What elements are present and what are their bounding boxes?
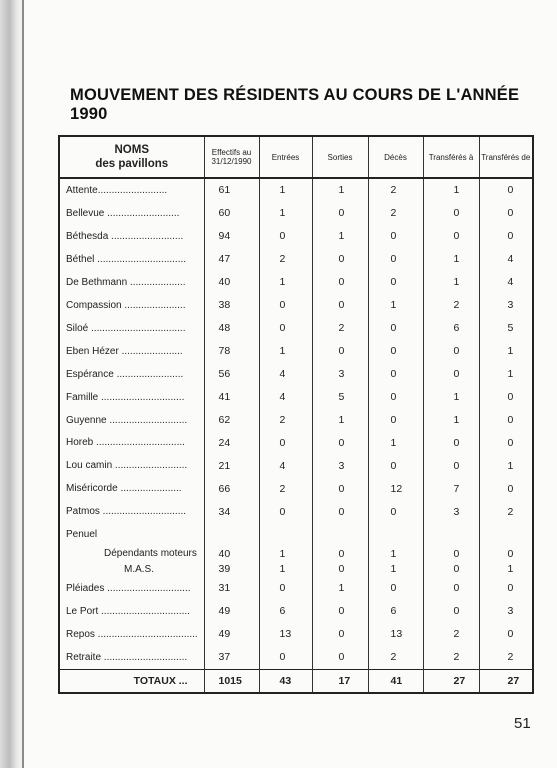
cell-ent: 1 [259, 202, 312, 225]
cell-ta: 0 [423, 340, 479, 363]
cell-sor: 0 [312, 202, 368, 225]
cell-ent: 1 [259, 340, 312, 363]
cell-ent: 4 [259, 386, 312, 409]
header-deces: Décès [368, 137, 423, 178]
cell-tde: 0 [479, 546, 532, 561]
cell-dec: 0 [368, 363, 423, 386]
cell-pavilion-name: Guyenne ............................ [66, 414, 188, 426]
table-row [60, 562, 532, 577]
cell-pavilion-name: Béthesda .......................... [66, 230, 184, 242]
cell-sor: 0 [312, 340, 368, 363]
table-row [60, 523, 532, 546]
cell-dec: 0 [368, 271, 423, 294]
totals-sor: 17 [312, 669, 368, 692]
cell-sor: 1 [312, 409, 368, 432]
cell-sor: 5 [312, 386, 368, 409]
cell-ta: 1 [423, 178, 479, 202]
cell-dec: 13 [368, 623, 423, 646]
cell-dec: 0 [368, 225, 423, 248]
cell-tde: 1 [479, 562, 532, 577]
cell-sor: 1 [312, 225, 368, 248]
cell-pavilion-name: De Bethmann .................... [66, 276, 186, 288]
cell-ent: 0 [259, 577, 312, 600]
cell-tde: 0 [479, 409, 532, 432]
cell-eff: 48 [204, 317, 259, 340]
cell-sor: 0 [312, 271, 368, 294]
cell-pavilion-name: Attente......................... [66, 184, 168, 196]
cell-ta: 1 [423, 386, 479, 409]
cell-ta: 2 [423, 623, 479, 646]
cell-dec: 1 [368, 562, 423, 577]
cell-pavilion-name: Béthel ................................ [66, 253, 187, 265]
cell-eff: 61 [204, 178, 259, 202]
cell-ent: 1 [259, 546, 312, 561]
page-number: 51 [514, 715, 531, 732]
cell-pavilion-name: Dépendants moteurs [104, 548, 197, 560]
cell-ent: 2 [259, 248, 312, 271]
header-entrees: Entrées [259, 137, 312, 178]
cell-eff: 34 [204, 500, 259, 523]
cell-dec: 1 [368, 546, 423, 561]
cell-ta: 0 [423, 454, 479, 477]
cell-sor: 0 [312, 646, 368, 669]
header-noms-line1: NOMS [114, 144, 149, 156]
cell-pavilion-name: Horeb ................................ [66, 437, 185, 449]
cell-dec: 2 [368, 646, 423, 669]
cell-sor: 3 [312, 454, 368, 477]
table-row [60, 477, 532, 500]
cell-pavilion-name: Siloé .................................. [66, 322, 186, 334]
cell-dec: 6 [368, 600, 423, 623]
table-row [60, 178, 532, 202]
cell-ta: 1 [423, 409, 479, 432]
cell-eff: 56 [204, 363, 259, 386]
cell-pavilion-name: Miséricorde ...................... [66, 483, 182, 495]
cell-tde: 0 [479, 577, 532, 600]
table-row [60, 386, 532, 409]
cell-eff: 40 [204, 546, 259, 561]
cell-empty [479, 523, 532, 546]
cell-ta: 2 [423, 646, 479, 669]
cell-ta: 0 [423, 562, 479, 577]
cell-eff: 39 [204, 562, 259, 577]
table-row [60, 340, 532, 363]
table-row [60, 432, 532, 455]
cell-eff: 47 [204, 248, 259, 271]
cell-empty [204, 523, 259, 546]
cell-sor: 0 [312, 248, 368, 271]
cell-eff: 49 [204, 600, 259, 623]
cell-dec: 1 [368, 294, 423, 317]
cell-eff: 60 [204, 202, 259, 225]
cell-dec: 0 [368, 454, 423, 477]
table-row [60, 294, 532, 317]
cell-ent: 0 [259, 500, 312, 523]
table-row [60, 454, 532, 477]
cell-sor: 0 [312, 623, 368, 646]
table-row [60, 546, 532, 561]
cell-tde: 0 [479, 623, 532, 646]
cell-ta: 0 [423, 202, 479, 225]
cell-ta: 2 [423, 294, 479, 317]
table-header-row [60, 137, 532, 178]
cell-eff: 49 [204, 623, 259, 646]
cell-pavilion-name: Patmos .............................. [66, 506, 187, 518]
cell-pavilion-name: Lou camin .......................... [66, 460, 188, 472]
cell-pavilion-name: Eben Hézer ...................... [66, 345, 183, 357]
cell-sor: 1 [312, 577, 368, 600]
header-noms-line2: des pavillons [95, 158, 169, 170]
cell-eff: 66 [204, 477, 259, 500]
cell-ent: 4 [259, 363, 312, 386]
cell-eff: 31 [204, 577, 259, 600]
cell-ta: 6 [423, 317, 479, 340]
cell-ta: 1 [423, 248, 479, 271]
totals-eff: 1015 [204, 669, 259, 692]
residents-movement-table [58, 135, 534, 694]
cell-eff: 38 [204, 294, 259, 317]
cell-eff: 94 [204, 225, 259, 248]
cell-tde: 0 [479, 202, 532, 225]
header-sorties: Sorties [312, 137, 368, 178]
cell-ta: 1 [423, 271, 479, 294]
cell-tde: 1 [479, 363, 532, 386]
book-spine-edge [22, 0, 24, 768]
cell-eff: 41 [204, 386, 259, 409]
cell-ent: 13 [259, 623, 312, 646]
totals-tde: 27 [479, 669, 532, 692]
cell-pavilion-name: Compassion ...................... [66, 299, 186, 311]
cell-tde: 2 [479, 500, 532, 523]
cell-ent: 2 [259, 409, 312, 432]
cell-eff: 24 [204, 432, 259, 455]
header-effectifs-line2: 31/12/1990 [211, 157, 252, 166]
header-transferes-a: Transférés à [423, 137, 479, 178]
cell-empty [423, 523, 479, 546]
cell-tde: 0 [479, 432, 532, 455]
cell-tde: 0 [479, 178, 532, 202]
cell-ent: 0 [259, 317, 312, 340]
table-row [60, 577, 532, 600]
cell-dec: 0 [368, 386, 423, 409]
cell-eff: 62 [204, 409, 259, 432]
cell-pavilion-name: Le Port ................................ [66, 605, 190, 617]
cell-ent: 4 [259, 454, 312, 477]
cell-pavilion-name: Repos .................................... [66, 628, 198, 640]
cell-ta: 0 [423, 225, 479, 248]
table-row [60, 409, 532, 432]
cell-eff: 78 [204, 340, 259, 363]
table-row [60, 363, 532, 386]
cell-ent: 1 [259, 178, 312, 202]
cell-dec: 12 [368, 477, 423, 500]
cell-tde: 3 [479, 600, 532, 623]
cell-tde: 1 [479, 340, 532, 363]
cell-ent: 6 [259, 600, 312, 623]
book-spine-shadow [0, 0, 24, 768]
cell-sor: 0 [312, 477, 368, 500]
table-row [60, 500, 532, 523]
cell-tde: 0 [479, 477, 532, 500]
cell-ta: 0 [423, 600, 479, 623]
cell-pavilion-name: Bellevue .......................... [66, 207, 180, 219]
cell-ta: 7 [423, 477, 479, 500]
totals-dec: 41 [368, 669, 423, 692]
cell-dec: 0 [368, 340, 423, 363]
table-row [60, 271, 532, 294]
cell-tde: 1 [479, 454, 532, 477]
cell-pavilion-name: Espérance ........................ [66, 368, 184, 380]
cell-tde: 0 [479, 386, 532, 409]
cell-sor: 0 [312, 432, 368, 455]
header-effectifs [204, 137, 259, 178]
page-title: MOUVEMENT DES RÉSIDENTS AU COURS DE L'ANNÉE 1990 [70, 86, 520, 123]
cell-ta: 0 [423, 363, 479, 386]
cell-ta: 3 [423, 500, 479, 523]
cell-pavilion-name: M.A.S. [124, 563, 155, 575]
cell-pavilion-name: Retraite .............................. [66, 651, 188, 663]
cell-dec: 0 [368, 577, 423, 600]
cell-sor: 1 [312, 178, 368, 202]
cell-ent: 0 [259, 294, 312, 317]
table-row [60, 248, 532, 271]
cell-pavilion-name: Famille .............................. [66, 391, 185, 403]
cell-sor: 0 [312, 600, 368, 623]
cell-ent: 1 [259, 271, 312, 294]
totals-row [60, 669, 532, 692]
cell-sor: 0 [312, 294, 368, 317]
totals-ta: 27 [423, 669, 479, 692]
cell-dec: 0 [368, 500, 423, 523]
table-row [60, 600, 532, 623]
cell-eff: 40 [204, 271, 259, 294]
cell-ent: 0 [259, 646, 312, 669]
cell-dec: 0 [368, 248, 423, 271]
cell-tde: 5 [479, 317, 532, 340]
cell-dec: 1 [368, 432, 423, 455]
table-row [60, 646, 532, 669]
cell-sor: 2 [312, 317, 368, 340]
table-row [60, 317, 532, 340]
cell-ta: 0 [423, 546, 479, 561]
table-row [60, 623, 532, 646]
cell-tde: 0 [479, 225, 532, 248]
totals-label: TOTAUX ... [60, 669, 204, 692]
table-row [60, 225, 532, 248]
cell-sor: 0 [312, 562, 368, 577]
cell-tde: 2 [479, 646, 532, 669]
cell-sor: 3 [312, 363, 368, 386]
cell-empty [312, 523, 368, 546]
cell-empty [368, 523, 423, 546]
cell-sor: 0 [312, 546, 368, 561]
cell-eff: 21 [204, 454, 259, 477]
cell-ta: 0 [423, 577, 479, 600]
cell-dec: 0 [368, 317, 423, 340]
cell-pavilion-name: Penuel [66, 529, 98, 541]
cell-ta: 0 [423, 432, 479, 455]
table-row [60, 202, 532, 225]
cell-tde: 4 [479, 248, 532, 271]
totals-ent: 43 [259, 669, 312, 692]
cell-tde: 3 [479, 294, 532, 317]
header-transferes-de: Transférés de [479, 137, 532, 178]
cell-pavilion-name: Pléiades .............................. [66, 582, 191, 594]
cell-dec: 2 [368, 178, 423, 202]
cell-tde: 4 [479, 271, 532, 294]
cell-dec: 0 [368, 409, 423, 432]
cell-sor: 0 [312, 500, 368, 523]
header-effectifs-line1: Effectifs au [211, 148, 252, 157]
cell-empty [259, 523, 312, 546]
cell-eff: 37 [204, 646, 259, 669]
cell-ent: 0 [259, 225, 312, 248]
cell-ent: 0 [259, 432, 312, 455]
cell-ent: 2 [259, 477, 312, 500]
cell-ent: 1 [259, 562, 312, 577]
header-noms [60, 137, 204, 178]
cell-dec: 2 [368, 202, 423, 225]
